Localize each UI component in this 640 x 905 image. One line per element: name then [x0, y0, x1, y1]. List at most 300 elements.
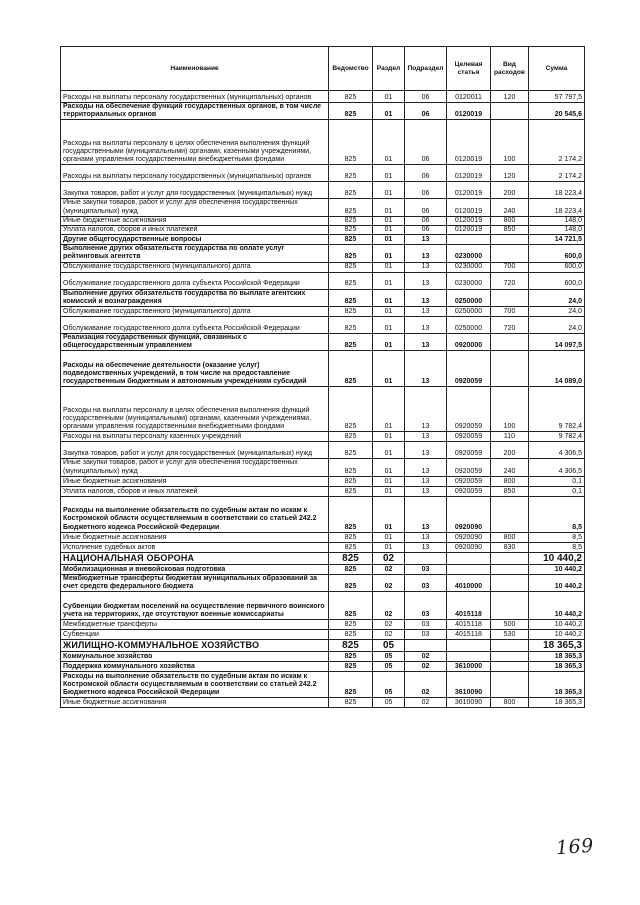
- table-row: [61, 317, 585, 334]
- row-podrazdel: 06: [405, 91, 447, 103]
- row-podrazdel: 06: [405, 120, 447, 165]
- row-vedomstvo: 825: [329, 120, 373, 165]
- row-statya: 3610090: [447, 672, 491, 698]
- row-name: Иные бюджетные ассигнования: [61, 476, 329, 486]
- table-row: [61, 574, 585, 591]
- row-vedomstvo: 825: [329, 459, 373, 476]
- column-header-vedomstvo: Ведомство: [329, 47, 373, 91]
- row-razdel: 05: [373, 640, 405, 652]
- row-vid-raskhodov: 800: [491, 532, 529, 542]
- row-statya: 0920090: [447, 496, 491, 532]
- row-razdel: 01: [373, 542, 405, 552]
- row-vedomstvo: 825: [329, 317, 373, 334]
- row-podrazdel: 13: [405, 334, 447, 351]
- row-vedomstvo: 825: [329, 262, 373, 272]
- row-statya: 3610000: [447, 662, 491, 672]
- table-header-row: [61, 47, 585, 91]
- row-statya: 0920000: [447, 334, 491, 351]
- row-vid-raskhodov: 100: [491, 120, 529, 165]
- row-podrazdel: 13: [405, 317, 447, 334]
- row-summa: 10 440,2: [529, 552, 585, 564]
- row-statya: 3610090: [447, 698, 491, 708]
- row-vid-raskhodov: 800: [491, 476, 529, 486]
- row-name: Обслуживание государственного долга субъекта Российской Федерации: [61, 317, 329, 334]
- row-razdel: 02: [373, 552, 405, 564]
- row-name: Обслуживание государственного (муниципального) долга: [61, 307, 329, 317]
- row-vedomstvo: 825: [329, 226, 373, 235]
- row-name: Расходы на выплаты персоналу государственных (муниципальных) органов: [61, 91, 329, 103]
- table-body: [61, 91, 585, 708]
- table-row: [61, 334, 585, 351]
- row-statya: 0120019: [447, 199, 491, 216]
- row-vedomstvo: 825: [329, 564, 373, 574]
- row-summa: 600,0: [529, 262, 585, 272]
- row-vedomstvo: 825: [329, 245, 373, 262]
- row-razdel: 01: [373, 262, 405, 272]
- row-name: Обслуживание государственного (муниципального) долга: [61, 262, 329, 272]
- row-podrazdel: 03: [405, 620, 447, 630]
- row-podrazdel: 06: [405, 165, 447, 182]
- row-vid-raskhodov: [491, 592, 529, 620]
- row-name: Межбюджетные трансферты бюджетам муниципальных образований за счет средств федерального бюджета: [61, 574, 329, 591]
- row-vedomstvo: 825: [329, 289, 373, 306]
- table-row: [61, 120, 585, 165]
- row-vedomstvo: 825: [329, 574, 373, 591]
- row-name: Иные закупки товаров, работ и услуг для обеспечения государственных (муниципальных) нужд: [61, 199, 329, 216]
- row-vid-raskhodov: [491, 574, 529, 591]
- row-statya: 0920090: [447, 532, 491, 542]
- table-row: [61, 442, 585, 459]
- row-vid-raskhodov: 830: [491, 542, 529, 552]
- row-name: Иные бюджетные ассигнования: [61, 216, 329, 225]
- row-podrazdel: 13: [405, 351, 447, 387]
- row-statya: 0120019: [447, 182, 491, 199]
- row-vid-raskhodov: 700: [491, 307, 529, 317]
- column-header-summa: Сумма: [529, 47, 585, 91]
- row-vedomstvo: 825: [329, 334, 373, 351]
- table-row: [61, 640, 585, 652]
- row-vid-raskhodov: 100: [491, 387, 529, 432]
- row-razdel: 01: [373, 103, 405, 120]
- row-razdel: 02: [373, 564, 405, 574]
- row-vid-raskhodov: [491, 103, 529, 120]
- table-row: [61, 351, 585, 387]
- row-summa: 8,5: [529, 496, 585, 532]
- row-summa: 2 174,2: [529, 120, 585, 165]
- row-vid-raskhodov: [491, 245, 529, 262]
- row-name: Закупка товаров, работ и услуг для государственных (муниципальных) нужд: [61, 442, 329, 459]
- row-podrazdel: 13: [405, 476, 447, 486]
- table-row: [61, 432, 585, 442]
- row-summa: 0,1: [529, 486, 585, 496]
- row-podrazdel: 06: [405, 182, 447, 199]
- row-name: Выполнение других обязательств государства по оплате услуг рейтинговых агентств: [61, 245, 329, 262]
- row-vid-raskhodov: [491, 496, 529, 532]
- row-razdel: 01: [373, 496, 405, 532]
- row-podrazdel: 06: [405, 216, 447, 225]
- row-razdel: 05: [373, 652, 405, 662]
- table-row: [61, 235, 585, 245]
- row-podrazdel: 13: [405, 289, 447, 306]
- row-podrazdel: 13: [405, 532, 447, 542]
- row-statya: 0920059: [447, 442, 491, 459]
- row-summa: 9 782,4: [529, 432, 585, 442]
- table-row: [61, 552, 585, 564]
- row-statya: [447, 552, 491, 564]
- table-row: [61, 216, 585, 225]
- row-podrazdel: 13: [405, 542, 447, 552]
- row-vedomstvo: 825: [329, 640, 373, 652]
- row-summa: 24,0: [529, 289, 585, 306]
- row-vedomstvo: 825: [329, 351, 373, 387]
- row-razdel: 02: [373, 620, 405, 630]
- column-header-statya: Целевая статья: [447, 47, 491, 91]
- row-name: НАЦИОНАЛЬНАЯ ОБОРОНА: [61, 552, 329, 564]
- row-vedomstvo: 825: [329, 182, 373, 199]
- table-row: [61, 592, 585, 620]
- row-vid-raskhodov: [491, 564, 529, 574]
- row-vid-raskhodov: 850: [491, 486, 529, 496]
- row-vedomstvo: 825: [329, 620, 373, 630]
- row-summa: 10 440,2: [529, 574, 585, 591]
- row-statya: 0250000: [447, 317, 491, 334]
- row-vid-raskhodov: 240: [491, 199, 529, 216]
- row-vedomstvo: 825: [329, 552, 373, 564]
- row-summa: 14 089,0: [529, 351, 585, 387]
- row-name: Поддержка коммунального хозяйства: [61, 662, 329, 672]
- row-name: Расходы на выплаты персоналу в целях обеспечения выполнения функций государственными (муниципальными) органами, казенными учреждениями, органами управления государственными внебюджетными фондами: [61, 120, 329, 165]
- row-summa: 18 365,3: [529, 698, 585, 708]
- table-row: [61, 652, 585, 662]
- row-name: Расходы на выплаты персоналу казенных учреждений: [61, 432, 329, 442]
- row-podrazdel: 13: [405, 307, 447, 317]
- table-row: [61, 245, 585, 262]
- row-razdel: 01: [373, 334, 405, 351]
- row-summa: 24,0: [529, 307, 585, 317]
- row-vedomstvo: 825: [329, 476, 373, 486]
- column-header-name: Наименование: [61, 47, 329, 91]
- row-statya: 0920059: [447, 459, 491, 476]
- row-razdel: 01: [373, 235, 405, 245]
- row-razdel: 01: [373, 165, 405, 182]
- row-razdel: 01: [373, 532, 405, 542]
- row-name: ЖИЛИЩНО-КОММУНАЛЬНОЕ ХОЗЯЙСТВО: [61, 640, 329, 652]
- table-row: [61, 387, 585, 432]
- table-row: [61, 662, 585, 672]
- row-statya: 0230000: [447, 272, 491, 289]
- table-row: [61, 564, 585, 574]
- row-vid-raskhodov: 850: [491, 226, 529, 235]
- row-vedomstvo: 825: [329, 630, 373, 640]
- row-statya: 0120011: [447, 91, 491, 103]
- row-razdel: 05: [373, 662, 405, 672]
- row-razdel: 01: [373, 442, 405, 459]
- row-summa: 10 440,2: [529, 620, 585, 630]
- table-row: [61, 620, 585, 630]
- row-vid-raskhodov: [491, 672, 529, 698]
- row-razdel: 01: [373, 120, 405, 165]
- table-row: [61, 486, 585, 496]
- row-name: Расходы на обеспечение деятельности (оказание услуг) подведомственных учреждений, в том числе на предоставление государственным бюджетным и автономным учреждениям субсидий: [61, 351, 329, 387]
- row-podrazdel: 03: [405, 592, 447, 620]
- row-summa: 8,5: [529, 532, 585, 542]
- row-name: Расходы на обеспечение функций государственных органов, в том числе территориальных органов: [61, 103, 329, 120]
- row-statya: 4015118: [447, 620, 491, 630]
- row-razdel: 01: [373, 216, 405, 225]
- row-name: Субвенции бюджетам поселений на осуществление первичного воинского учета на территориях, где отсутствуют военные комиссариаты: [61, 592, 329, 620]
- row-name: Расходы на выполнение обязательств по судебным актам по искам к Костромской области осуществляемым в соответствии со статьей 242.2 Бюджетного кодекса Российской Федерации: [61, 672, 329, 698]
- row-name: Расходы на выплаты персоналу в целях обеспечения выполнения функций государственными (муниципальными) органами, казенными учреждениями, органами управления государственными внебюджетными фондами: [61, 387, 329, 432]
- row-podrazdel: 02: [405, 652, 447, 662]
- row-name: Расходы на выплаты персоналу государственных (муниципальных) органов: [61, 165, 329, 182]
- row-razdel: 01: [373, 459, 405, 476]
- row-summa: 18 223,4: [529, 199, 585, 216]
- row-podrazdel: 06: [405, 199, 447, 216]
- row-name: Иные бюджетные ассигнования: [61, 698, 329, 708]
- row-name: Другие общегосударственные вопросы: [61, 235, 329, 245]
- row-summa: 18 365,3: [529, 652, 585, 662]
- row-summa: 10 440,2: [529, 592, 585, 620]
- row-razdel: 01: [373, 91, 405, 103]
- row-vedomstvo: 825: [329, 532, 373, 542]
- row-podrazdel: 02: [405, 662, 447, 672]
- table-row: [61, 262, 585, 272]
- row-vid-raskhodov: 720: [491, 317, 529, 334]
- table-row: [61, 672, 585, 698]
- row-name: Коммунальное хозяйство: [61, 652, 329, 662]
- row-vid-raskhodov: [491, 289, 529, 306]
- row-statya: 0920059: [447, 476, 491, 486]
- row-summa: 10 440,2: [529, 564, 585, 574]
- row-vedomstvo: 825: [329, 672, 373, 698]
- row-statya: 0920059: [447, 351, 491, 387]
- row-statya: 0250000: [447, 307, 491, 317]
- row-name: Иные бюджетные ассигнования: [61, 532, 329, 542]
- table-row: [61, 532, 585, 542]
- row-statya: [447, 652, 491, 662]
- row-podrazdel: 02: [405, 698, 447, 708]
- row-summa: 8,5: [529, 542, 585, 552]
- row-razdel: 01: [373, 432, 405, 442]
- row-statya: 4010000: [447, 574, 491, 591]
- row-name: Обслуживание государственного долга субъекта Российской Федерации: [61, 272, 329, 289]
- row-podrazdel: 13: [405, 486, 447, 496]
- row-podrazdel: 13: [405, 245, 447, 262]
- row-summa: 600,0: [529, 272, 585, 289]
- row-summa: 2 174,2: [529, 165, 585, 182]
- row-podrazdel: 03: [405, 564, 447, 574]
- row-razdel: 01: [373, 486, 405, 496]
- row-statya: 0120019: [447, 120, 491, 165]
- row-statya: 0120019: [447, 165, 491, 182]
- row-summa: 4 306,5: [529, 459, 585, 476]
- row-razdel: 05: [373, 698, 405, 708]
- row-name: Расходы на выполнение обязательств по судебным актам по искам к Костромской области осуществляемым в соответствии со статьей 242.2 Бюджетного кодекса Российской Федерации: [61, 496, 329, 532]
- row-statya: 0120019: [447, 216, 491, 225]
- row-statya: 0230000: [447, 245, 491, 262]
- row-statya: 0920059: [447, 432, 491, 442]
- row-razdel: 01: [373, 182, 405, 199]
- row-name: Уплата налогов, сборов и иных платежей: [61, 486, 329, 496]
- row-vid-raskhodov: 240: [491, 459, 529, 476]
- row-summa: 9 782,4: [529, 387, 585, 432]
- row-vid-raskhodov: 700: [491, 262, 529, 272]
- table-row: [61, 199, 585, 216]
- row-summa: 57 797,5: [529, 91, 585, 103]
- row-summa: 18 365,3: [529, 662, 585, 672]
- row-statya: 4015118: [447, 592, 491, 620]
- row-razdel: 01: [373, 476, 405, 486]
- row-razdel: 01: [373, 245, 405, 262]
- row-summa: 148,0: [529, 226, 585, 235]
- row-vedomstvo: 825: [329, 442, 373, 459]
- column-header-podrazdel: Подраздел: [405, 47, 447, 91]
- row-statya: 0920059: [447, 486, 491, 496]
- table-row: [61, 698, 585, 708]
- row-podrazdel: 13: [405, 272, 447, 289]
- row-summa: 18 365,3: [529, 672, 585, 698]
- row-name: Иные закупки товаров, работ и услуг для обеспечения государственных (муниципальных) нужд: [61, 459, 329, 476]
- row-razdel: 01: [373, 387, 405, 432]
- row-vid-raskhodov: [491, 640, 529, 652]
- row-razdel: 01: [373, 199, 405, 216]
- table-row: [61, 165, 585, 182]
- row-vid-raskhodov: 200: [491, 182, 529, 199]
- row-vedomstvo: 825: [329, 199, 373, 216]
- row-vid-raskhodov: [491, 652, 529, 662]
- row-summa: 20 545,6: [529, 103, 585, 120]
- row-vedomstvo: 825: [329, 272, 373, 289]
- row-summa: 4 306,5: [529, 442, 585, 459]
- row-summa: 18 365,3: [529, 640, 585, 652]
- row-vid-raskhodov: 120: [491, 91, 529, 103]
- row-podrazdel: 02: [405, 672, 447, 698]
- row-vedomstvo: 825: [329, 592, 373, 620]
- row-vedomstvo: 825: [329, 235, 373, 245]
- row-vedomstvo: 825: [329, 486, 373, 496]
- row-razdel: 01: [373, 351, 405, 387]
- table-row: [61, 272, 585, 289]
- table-row: [61, 226, 585, 235]
- row-summa: 0,1: [529, 476, 585, 486]
- row-vedomstvo: 825: [329, 652, 373, 662]
- row-vedomstvo: 825: [329, 542, 373, 552]
- row-vid-raskhodov: 800: [491, 698, 529, 708]
- row-summa: 600,0: [529, 245, 585, 262]
- table-row: [61, 459, 585, 476]
- row-summa: 18 223,4: [529, 182, 585, 199]
- row-vid-raskhodov: 720: [491, 272, 529, 289]
- row-podrazdel: 13: [405, 459, 447, 476]
- handwritten-page-number: 169: [555, 834, 595, 860]
- row-vid-raskhodov: 500: [491, 620, 529, 630]
- table-row: [61, 496, 585, 532]
- row-razdel: 01: [373, 226, 405, 235]
- row-statya: 0120019: [447, 103, 491, 120]
- row-summa: 24,0: [529, 317, 585, 334]
- row-podrazdel: 13: [405, 442, 447, 459]
- row-vid-raskhodov: [491, 662, 529, 672]
- row-vid-raskhodov: 120: [491, 165, 529, 182]
- row-statya: 0230000: [447, 262, 491, 272]
- row-vedomstvo: 825: [329, 496, 373, 532]
- row-vid-raskhodov: [491, 235, 529, 245]
- row-summa: 148,0: [529, 216, 585, 225]
- row-summa: 10 440,2: [529, 630, 585, 640]
- row-podrazdel: [405, 552, 447, 564]
- column-header-vid-raskhodov: Вид расходов: [491, 47, 529, 91]
- row-vedomstvo: 825: [329, 216, 373, 225]
- row-name: Мобилизационная и вневойсковая подготовка: [61, 564, 329, 574]
- table-row: [61, 91, 585, 103]
- row-statya: 0920090: [447, 542, 491, 552]
- column-header-razdel: Раздел: [373, 47, 405, 91]
- row-name: Выполнение других обязательств государства по выплате агентских комиссий и вознаграждения: [61, 289, 329, 306]
- row-vid-raskhodov: 530: [491, 630, 529, 640]
- row-summa: 14 721,5: [529, 235, 585, 245]
- row-name: Закупка товаров, работ и услуг для государственных (муниципальных) нужд: [61, 182, 329, 199]
- row-podrazdel: [405, 640, 447, 652]
- row-vedomstvo: 825: [329, 103, 373, 120]
- row-razdel: 05: [373, 672, 405, 698]
- row-vid-raskhodov: 200: [491, 442, 529, 459]
- row-razdel: 01: [373, 289, 405, 306]
- row-name: Реализация государственных функций, связанных с общегосударственным управлением: [61, 334, 329, 351]
- row-vedomstvo: 825: [329, 387, 373, 432]
- row-vedomstvo: 825: [329, 662, 373, 672]
- row-name: Исполнение судебных актов: [61, 542, 329, 552]
- table-row: [61, 630, 585, 640]
- row-podrazdel: 03: [405, 574, 447, 591]
- row-podrazdel: 13: [405, 235, 447, 245]
- row-podrazdel: 06: [405, 226, 447, 235]
- row-statya: 0920059: [447, 387, 491, 432]
- row-vedomstvo: 825: [329, 698, 373, 708]
- row-razdel: 01: [373, 307, 405, 317]
- row-vid-raskhodov: 110: [491, 432, 529, 442]
- row-razdel: 02: [373, 592, 405, 620]
- table-row: [61, 307, 585, 317]
- row-razdel: 02: [373, 574, 405, 591]
- row-podrazdel: 13: [405, 262, 447, 272]
- row-summa: 14 097,5: [529, 334, 585, 351]
- table-row: [61, 542, 585, 552]
- row-statya: 0120019: [447, 226, 491, 235]
- row-podrazdel: 13: [405, 496, 447, 532]
- row-vid-raskhodov: [491, 552, 529, 564]
- row-statya: [447, 564, 491, 574]
- row-podrazdel: 13: [405, 432, 447, 442]
- row-name: Межбюджетные трансферты: [61, 620, 329, 630]
- row-vedomstvo: 825: [329, 91, 373, 103]
- row-podrazdel: 06: [405, 103, 447, 120]
- row-vid-raskhodov: [491, 351, 529, 387]
- row-podrazdel: 13: [405, 387, 447, 432]
- table-row: [61, 476, 585, 486]
- row-vid-raskhodov: [491, 334, 529, 351]
- row-name: Уплата налогов, сборов и иных платежей: [61, 226, 329, 235]
- row-statya: 4015118: [447, 630, 491, 640]
- row-razdel: 01: [373, 317, 405, 334]
- table-row: [61, 289, 585, 306]
- table-row: [61, 182, 585, 199]
- row-statya: [447, 640, 491, 652]
- table-row: [61, 103, 585, 120]
- row-razdel: 02: [373, 630, 405, 640]
- row-vedomstvo: 825: [329, 432, 373, 442]
- row-vedomstvo: 825: [329, 165, 373, 182]
- budget-table: [60, 46, 585, 708]
